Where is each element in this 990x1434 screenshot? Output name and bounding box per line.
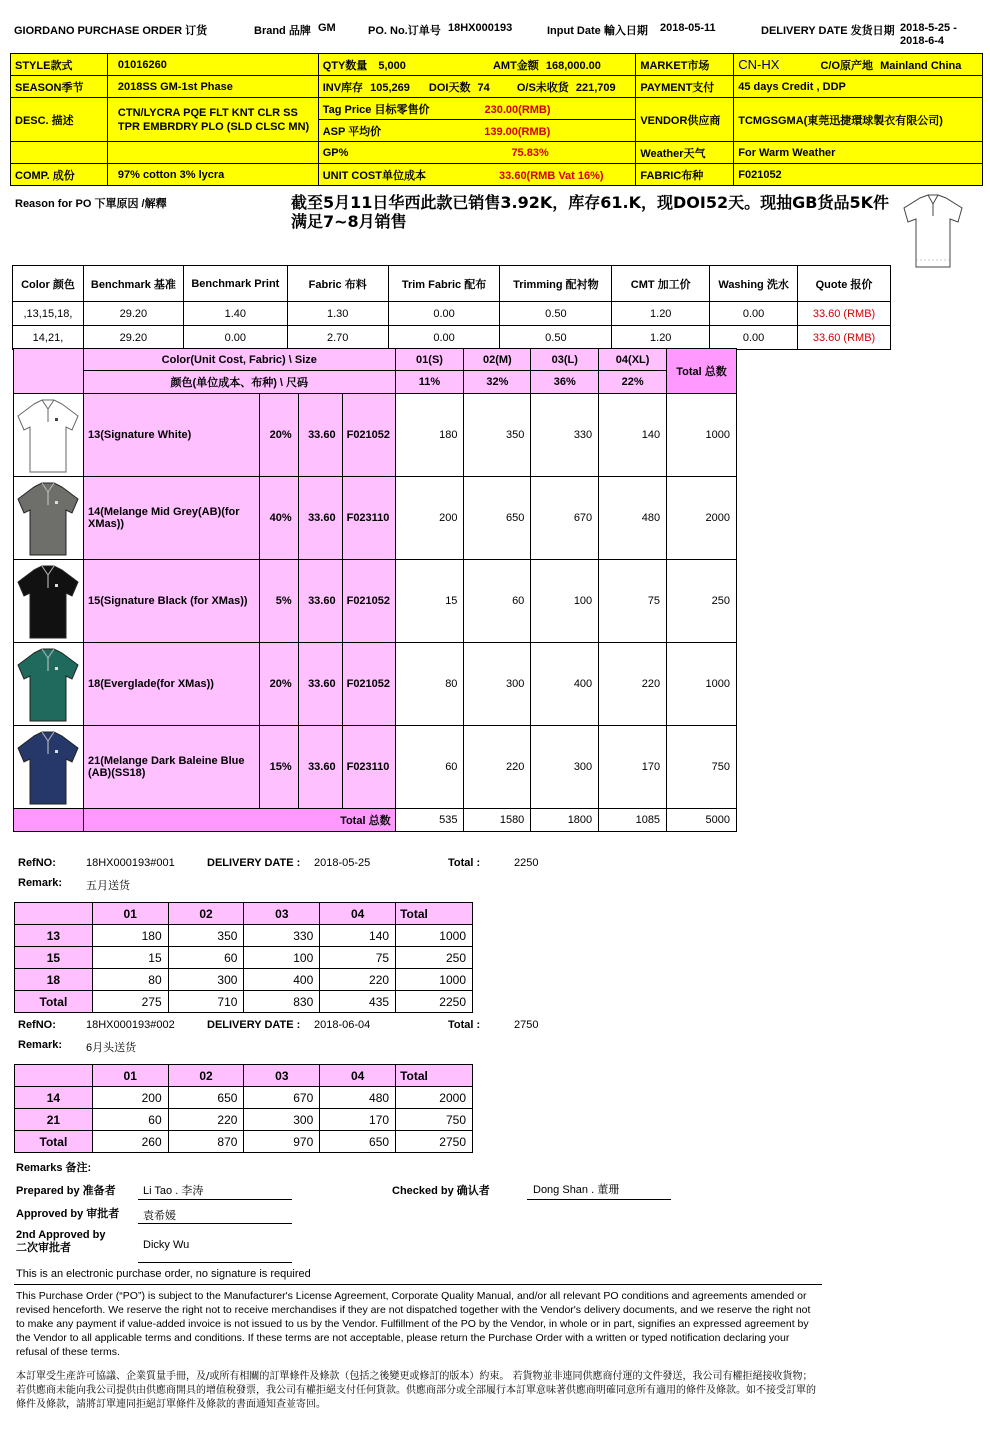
delivery-col-header: 02: [168, 1065, 244, 1087]
size-qty: 170: [599, 726, 667, 809]
delivery-color: 18: [15, 969, 93, 991]
color-name: 15(Signature Black (for XMas)): [83, 560, 259, 643]
delivery-row: [15, 947, 473, 969]
gp-label: GP%: [322, 146, 349, 159]
color-pct: 40%: [259, 477, 298, 560]
benchmark-cell: 1.20: [612, 326, 710, 350]
amt-label: AMT金额: [492, 59, 539, 72]
qty-amt-cell: [318, 54, 636, 76]
po-number-label: PO. No.订单号: [368, 25, 441, 37]
reason-text-line2: 满足7~8月销售: [291, 212, 407, 231]
prepared-by-line: [138, 1199, 292, 1200]
color-swatch-cell: [14, 394, 84, 477]
color-pct: 5%: [259, 560, 298, 643]
polo-shirt-icon: [14, 396, 82, 474]
po-title: GIORDANO PURCHASE ORDER 订货: [14, 25, 208, 37]
tag-price-label: Tag Price 目标零售价: [322, 103, 430, 116]
benchmark-header-cell: Trim Fabric 配布: [388, 266, 500, 302]
electronic-note: This is an electronic purchase order, no signature is required: [16, 1268, 311, 1280]
delivery-col-header: 04: [320, 903, 396, 925]
size-header: 04(XL): [599, 349, 667, 371]
delivery-color: 21: [15, 1109, 93, 1131]
legal-text-en: This Purchase Order (“PO”) is subject to the Manufacturer's License Agreement, Corporate Quality Manual, and/or all relevant PO conditions and agreements amended or revised henceforth. We reserve the right not to receive merchandises if they are not dispatched together with the Vendor's delivery documents, and we reserve the right not to make any payment if value-added invoice is not issued to us by the Vendor. Fulfillment of the PO by the Vendor, in whole or in part, signifies an expressed agreement by the Vendor to all applicable terms and conditions. If these terms are not acceptable, please return the Purchase Order with a written or typed notification declaring your refusal of these terms.: [16, 1290, 811, 1358]
reason-text: [291, 193, 889, 231]
delivery-qty: 830: [244, 991, 320, 1013]
qty-label: QTY数量: [322, 59, 368, 72]
matrix-footer-total: 1085: [599, 809, 667, 832]
size-qty: 75: [599, 560, 667, 643]
delivery-col-header: 01: [92, 903, 168, 925]
matrix-footer-corner: [14, 809, 84, 832]
delivery-row: [15, 1131, 473, 1153]
delivery-qty: 350: [168, 925, 244, 947]
size-qty: 220: [464, 726, 531, 809]
delivery-1-date-label: DELIVERY DATE :: [207, 857, 301, 869]
row-total: 1000: [667, 643, 737, 726]
benchmark-header-cell: CMT 加工价: [612, 266, 710, 302]
benchmark-cell: 29.20: [83, 302, 183, 326]
doi-label: DOI天数: [428, 81, 471, 94]
delivery-1-remark-label: Remark:: [18, 877, 63, 889]
delivery-qty: 180: [92, 925, 168, 947]
delivery-qty: 750: [396, 1109, 473, 1131]
size-qty: 140: [599, 394, 667, 477]
second-approved-value: Dicky Wu: [143, 1239, 190, 1251]
benchmark-cell: 1.40: [183, 302, 287, 326]
benchmark-header-cell: Fabric 布料: [287, 266, 388, 302]
size-qty: 60: [395, 726, 464, 809]
fabric-code: F021052: [342, 394, 395, 477]
size-pct: 36%: [531, 371, 599, 394]
delivery-qty: 1000: [396, 969, 473, 991]
delivery-date-value-1: 2018-5-25 -: [900, 22, 957, 34]
benchmark-cell: ,13,15,18,: [13, 302, 84, 326]
delivery-1-total-label: Total :: [448, 857, 481, 869]
benchmark-header-row: [13, 266, 891, 302]
delivery-2-remark: 6月头送货: [86, 1042, 137, 1054]
fabric-code: F021052: [342, 560, 395, 643]
size-qty: 480: [599, 477, 667, 560]
inv-cell: [318, 76, 636, 98]
color-row: [14, 560, 737, 643]
delivery-qty: 80: [92, 969, 168, 991]
delivery-1-ref: 18HX000193#001: [86, 857, 175, 869]
size-qty: 650: [464, 477, 531, 560]
polo-shirt-icon: [14, 562, 82, 640]
input-date-value: 2018-05-11: [660, 22, 716, 34]
size-qty: 200: [395, 477, 464, 560]
asp-label: ASP 平均价: [322, 125, 382, 138]
delivery-qty: 60: [92, 1109, 168, 1131]
delivery-qty: 650: [168, 1087, 244, 1109]
delivery-color: 14: [15, 1087, 93, 1109]
color-name: 14(Melange Mid Grey(AB)(for XMas)): [83, 477, 259, 560]
delivery-qty: 400: [244, 969, 320, 991]
size-header: 03(L): [531, 349, 599, 371]
style-value: 01016260: [107, 54, 318, 76]
approved-by-value: 袁希媛: [143, 1210, 176, 1222]
gp-value: 75.83%: [511, 146, 549, 159]
delivery-row: [15, 991, 473, 1013]
delivery-qty: 2750: [396, 1131, 473, 1153]
benchmark-cell: 0.00: [710, 326, 798, 350]
prepared-by-value: Li Tao . 李涛: [143, 1185, 204, 1197]
delivery-color: Total: [15, 1131, 93, 1153]
quote-price: 33.60 (RMB): [798, 302, 891, 326]
desc-value: CTN/LYCRA PQE FLT KNT CLR SS TPR EMBRDRY PLO (SLD CLSC MN): [107, 98, 318, 142]
shirt-sketch-icon: [898, 192, 968, 270]
unit-cost-label: UNIT COST单位成本: [322, 169, 426, 182]
delivery-qty: 2000: [396, 1087, 473, 1109]
os-label: O/S未收货: [516, 81, 569, 94]
delivery-2-total-label: Total :: [448, 1019, 481, 1031]
po-number-value: 18HX000193: [448, 22, 513, 34]
market-cell: [734, 54, 983, 76]
size-qty: 300: [531, 726, 599, 809]
delivery-qty: 250: [396, 947, 473, 969]
color-swatch-cell: [14, 726, 84, 809]
delivery-qty: 870: [168, 1131, 244, 1153]
brand-label: Brand 品牌: [254, 25, 311, 37]
size-matrix-table: [13, 348, 737, 832]
season-value: 2018SS GM-1st Phase: [107, 76, 318, 98]
delivery-qty: 200: [92, 1087, 168, 1109]
benchmark-cell: 1.20: [612, 302, 710, 326]
delivery-1-date: 2018-05-25: [314, 857, 371, 869]
delivery-col-header: 04: [320, 1065, 396, 1087]
benchmark-table: [12, 265, 891, 350]
delivery-qty: 300: [168, 969, 244, 991]
vendor-value: TCMGSGMA(東莞迅捷環球製衣有限公司): [734, 98, 983, 142]
delivery-2-ref-label: RefNO:: [18, 1019, 56, 1031]
delivery-2-ref: 18HX000193#002: [86, 1019, 175, 1031]
delivery-1-table: [14, 902, 473, 1013]
delivery-2-table: [14, 1064, 473, 1153]
delivery-1-ref-label: RefNO:: [18, 857, 56, 869]
row-total: 250: [667, 560, 737, 643]
checked-by-label: Checked by 确认者: [392, 1185, 490, 1197]
color-swatch-cell: [14, 643, 84, 726]
fabric-code: F023110: [342, 726, 395, 809]
asp-value: 139.00(RMB): [484, 125, 551, 138]
color-row: [14, 394, 737, 477]
unit-cost: 33.60: [298, 643, 342, 726]
delivery-2-date-label: DELIVERY DATE :: [207, 1019, 301, 1031]
brand-value: GM: [318, 22, 336, 34]
size-qty: 180: [395, 394, 464, 477]
inv-value: 105,269: [370, 81, 410, 94]
color-pct: 20%: [259, 394, 298, 477]
delivery-col-header: [15, 903, 93, 925]
benchmark-header-cell: Quote 报价: [798, 266, 891, 302]
unit-cost: 33.60: [298, 394, 342, 477]
payment-label: PAYMENT支付: [636, 76, 734, 98]
delivery-row: [15, 969, 473, 991]
benchmark-cell: 0.00: [710, 302, 798, 326]
row-total: 1000: [667, 394, 737, 477]
unit-cost-value: 33.60(RMB Vat 16%): [499, 169, 604, 182]
size-qty: 350: [464, 394, 531, 477]
matrix-corner: [14, 349, 84, 394]
delivery-col-header: Total: [396, 1065, 473, 1087]
second-approved-label-zh: 二次审批者: [16, 1242, 71, 1254]
size-qty: 100: [531, 560, 599, 643]
delivery-header-row: [15, 1065, 473, 1087]
delivery-qty: 275: [92, 991, 168, 1013]
market-value: CN-HX: [738, 56, 780, 72]
delivery-2-remark-label: Remark:: [18, 1039, 63, 1051]
unit-cost: 33.60: [298, 477, 342, 560]
delivery-color: 15: [15, 947, 93, 969]
doi-value: 74: [477, 81, 490, 94]
reason-text-line1: 截至5月11日华西此款已销售3.92K，库存61.K，现DOI52天。现抽GB货品5K件: [291, 193, 889, 212]
delivery-qty: 60: [168, 947, 244, 969]
asp-cell: [318, 120, 636, 142]
approved-by-line: [138, 1223, 292, 1224]
unit-cost: 33.60: [298, 560, 342, 643]
co-label: C/O原产地: [820, 59, 874, 72]
season-label: SEASON季节: [11, 76, 108, 98]
vendor-label: VENDOR供应商: [636, 98, 734, 142]
polo-shirt-icon: [14, 728, 82, 806]
benchmark-cell: 0.00: [183, 326, 287, 350]
qty-value: 5,000: [378, 59, 406, 72]
benchmark-cell: 29.20: [83, 326, 183, 350]
matrix-grand-total: 5000: [667, 809, 737, 832]
delivery-col-header: 03: [244, 903, 320, 925]
benchmark-cell: 0.50: [500, 302, 612, 326]
tag-price-value: 230.00(RMB): [484, 103, 551, 116]
matrix-head-2: 颜色(单位成本、布种) \ 尺码: [83, 371, 395, 394]
delivery-qty: 260: [92, 1131, 168, 1153]
row-total: 750: [667, 726, 737, 809]
size-qty: 60: [464, 560, 531, 643]
comp-value: 97% cotton 3% lycra: [107, 164, 318, 186]
delivery-qty: 100: [244, 947, 320, 969]
benchmark-header-cell: Benchmark 基准: [83, 266, 183, 302]
delivery-qty: 1000: [396, 925, 473, 947]
matrix-footer-total: 1580: [464, 809, 531, 832]
matrix-footer-total: 1800: [531, 809, 599, 832]
benchmark-cell: 14,21,: [13, 326, 84, 350]
order-info-table: [10, 53, 983, 186]
size-qty: 300: [464, 643, 531, 726]
delivery-date-value-2: 2018-6-4: [900, 35, 945, 47]
row-total: 2000: [667, 477, 737, 560]
weather-value: For Warm Weather: [734, 142, 983, 164]
delivery-row: [15, 1087, 473, 1109]
size-pct: 22%: [599, 371, 667, 394]
delivery-qty: 710: [168, 991, 244, 1013]
delivery-1-total: 2250: [514, 857, 539, 869]
fabric-value: F021052: [734, 164, 983, 186]
delivery-qty: 650: [320, 1131, 396, 1153]
input-date-label: Input Date 輸入日期: [547, 25, 648, 37]
delivery-col-header: [15, 1065, 93, 1087]
delivery-col-header: 02: [168, 903, 244, 925]
size-qty: 220: [599, 643, 667, 726]
benchmark-row: [13, 302, 891, 326]
benchmark-header-cell: Washing 洗水: [710, 266, 798, 302]
delivery-qty: 435: [320, 991, 396, 1013]
os-value: 221,709: [575, 81, 616, 94]
second-approved-line: [138, 1262, 292, 1263]
delivery-color: Total: [15, 991, 93, 1013]
size-header: 01(S): [395, 349, 464, 371]
benchmark-cell: 0.00: [388, 326, 500, 350]
market-label: MARKET市场: [636, 54, 734, 76]
tag-price-cell: [318, 98, 636, 120]
delivery-header-row: [15, 903, 473, 925]
benchmark-cell: 1.30: [287, 302, 388, 326]
color-swatch-cell: [14, 477, 84, 560]
matrix-footer-total: 535: [395, 809, 464, 832]
size-qty: 80: [395, 643, 464, 726]
size-pct: 32%: [464, 371, 531, 394]
delivery-qty: 2250: [396, 991, 473, 1013]
color-pct: 20%: [259, 643, 298, 726]
color-row: [14, 643, 737, 726]
delivery-2-total: 2750: [514, 1019, 539, 1031]
size-qty: 330: [531, 394, 599, 477]
benchmark-cell: 2.70: [287, 326, 388, 350]
color-pct: 15%: [259, 726, 298, 809]
amt-value: 168,000.00: [545, 59, 601, 72]
matrix-total-header: Total 总数: [667, 349, 737, 394]
delivery-qty: 220: [168, 1109, 244, 1131]
gp-cell: [318, 142, 636, 164]
polo-shirt-icon: [14, 479, 82, 557]
delivery-col-header: 03: [244, 1065, 320, 1087]
delivery-qty: 220: [320, 969, 396, 991]
delivery-row: [15, 925, 473, 947]
checked-by-line: [527, 1199, 671, 1200]
checked-by-value: Dong Shan . 董珊: [533, 1184, 620, 1196]
benchmark-cell: 0.50: [500, 326, 612, 350]
delivery-qty: 670: [244, 1087, 320, 1109]
matrix-footer-label: Total 总数: [83, 809, 395, 832]
color-name: 21(Melange Dark Baleine Blue (AB)(SS18): [83, 726, 259, 809]
size-qty: 15: [395, 560, 464, 643]
delivery-date-label: DELIVERY DATE 发货日期: [761, 25, 895, 37]
benchmark-cell: 0.00: [388, 302, 500, 326]
legal-divider: [14, 1284, 822, 1285]
remarks-label: Remarks 备注:: [16, 1162, 92, 1174]
approved-by-label: Approved by 审批者: [16, 1208, 120, 1220]
delivery-color: 13: [15, 925, 93, 947]
delivery-qty: 140: [320, 925, 396, 947]
size-pct: 11%: [395, 371, 464, 394]
second-approved-label-en: 2nd Approved by: [16, 1229, 106, 1241]
delivery-qty: 15: [92, 947, 168, 969]
co-value: Mainland China: [880, 59, 962, 72]
unit-cost: 33.60: [298, 726, 342, 809]
size-qty: 400: [531, 643, 599, 726]
benchmark-header-cell: Benchmark Print: [183, 266, 287, 302]
delivery-col-header: Total: [396, 903, 473, 925]
fabric-code: F021052: [342, 643, 395, 726]
delivery-qty: 300: [244, 1109, 320, 1131]
benchmark-header-cell: Color 颜色: [13, 266, 84, 302]
color-row: [14, 726, 737, 809]
benchmark-header-cell: Trimming 配衬物: [500, 266, 612, 302]
weather-label: Weather天气: [636, 142, 734, 164]
prepared-by-label: Prepared by 准备者: [16, 1185, 116, 1197]
unit-cost-cell: [318, 164, 636, 186]
delivery-qty: 480: [320, 1087, 396, 1109]
delivery-row: [15, 1109, 473, 1131]
comp-label: COMP. 成份: [11, 164, 108, 186]
second-approved-label: [16, 1229, 105, 1255]
delivery-qty: 170: [320, 1109, 396, 1131]
size-header: 02(M): [464, 349, 531, 371]
color-swatch-cell: [14, 560, 84, 643]
reason-label: Reason for PO 下單原因 /解釋: [15, 198, 167, 210]
inv-label: INV库存: [322, 81, 364, 94]
legal-text-zh: 本訂單受生產許可協議、企業質量手冊，及/或所有相關的訂單條件及條款（包括之後變更或修訂的版本）約束。 若貨物並非連同供應商付運的文件發送，我公司有權拒絕接收貨物；若供應商未能向我公司提供由供應商開具的增值稅發票，我公司有權拒絕支付任何貨款。供應商部分或全部履行本訂單意味著供應商明確同意所有適用的條件及條款。如不接受訂單的條件及條款，請將訂單連同拒絕訂單條件及條款的書面通知查並寄回。: [16, 1371, 816, 1410]
color-name: 13(Signature White): [83, 394, 259, 477]
delivery-qty: 75: [320, 947, 396, 969]
style-label: STYLE款式: [11, 54, 108, 76]
quote-price: 33.60 (RMB): [798, 326, 891, 350]
color-row: [14, 477, 737, 560]
size-qty: 670: [531, 477, 599, 560]
delivery-qty: 330: [244, 925, 320, 947]
fabric-label: FABRIC布种: [636, 164, 734, 186]
desc-label: DESC. 描述: [11, 98, 108, 142]
payment-value: 45 days Credit , DDP: [734, 76, 983, 98]
delivery-2-date: 2018-06-04: [314, 1019, 371, 1031]
benchmark-row: [13, 326, 891, 350]
polo-shirt-icon: [14, 645, 82, 723]
delivery-col-header: 01: [92, 1065, 168, 1087]
delivery-1-remark: 五月送货: [86, 880, 130, 892]
color-name: 18(Everglade(for XMas)): [83, 643, 259, 726]
delivery-qty: 970: [244, 1131, 320, 1153]
fabric-code: F023110: [342, 477, 395, 560]
matrix-head-1: Color(Unit Cost, Fabric) \ Size: [83, 349, 395, 371]
